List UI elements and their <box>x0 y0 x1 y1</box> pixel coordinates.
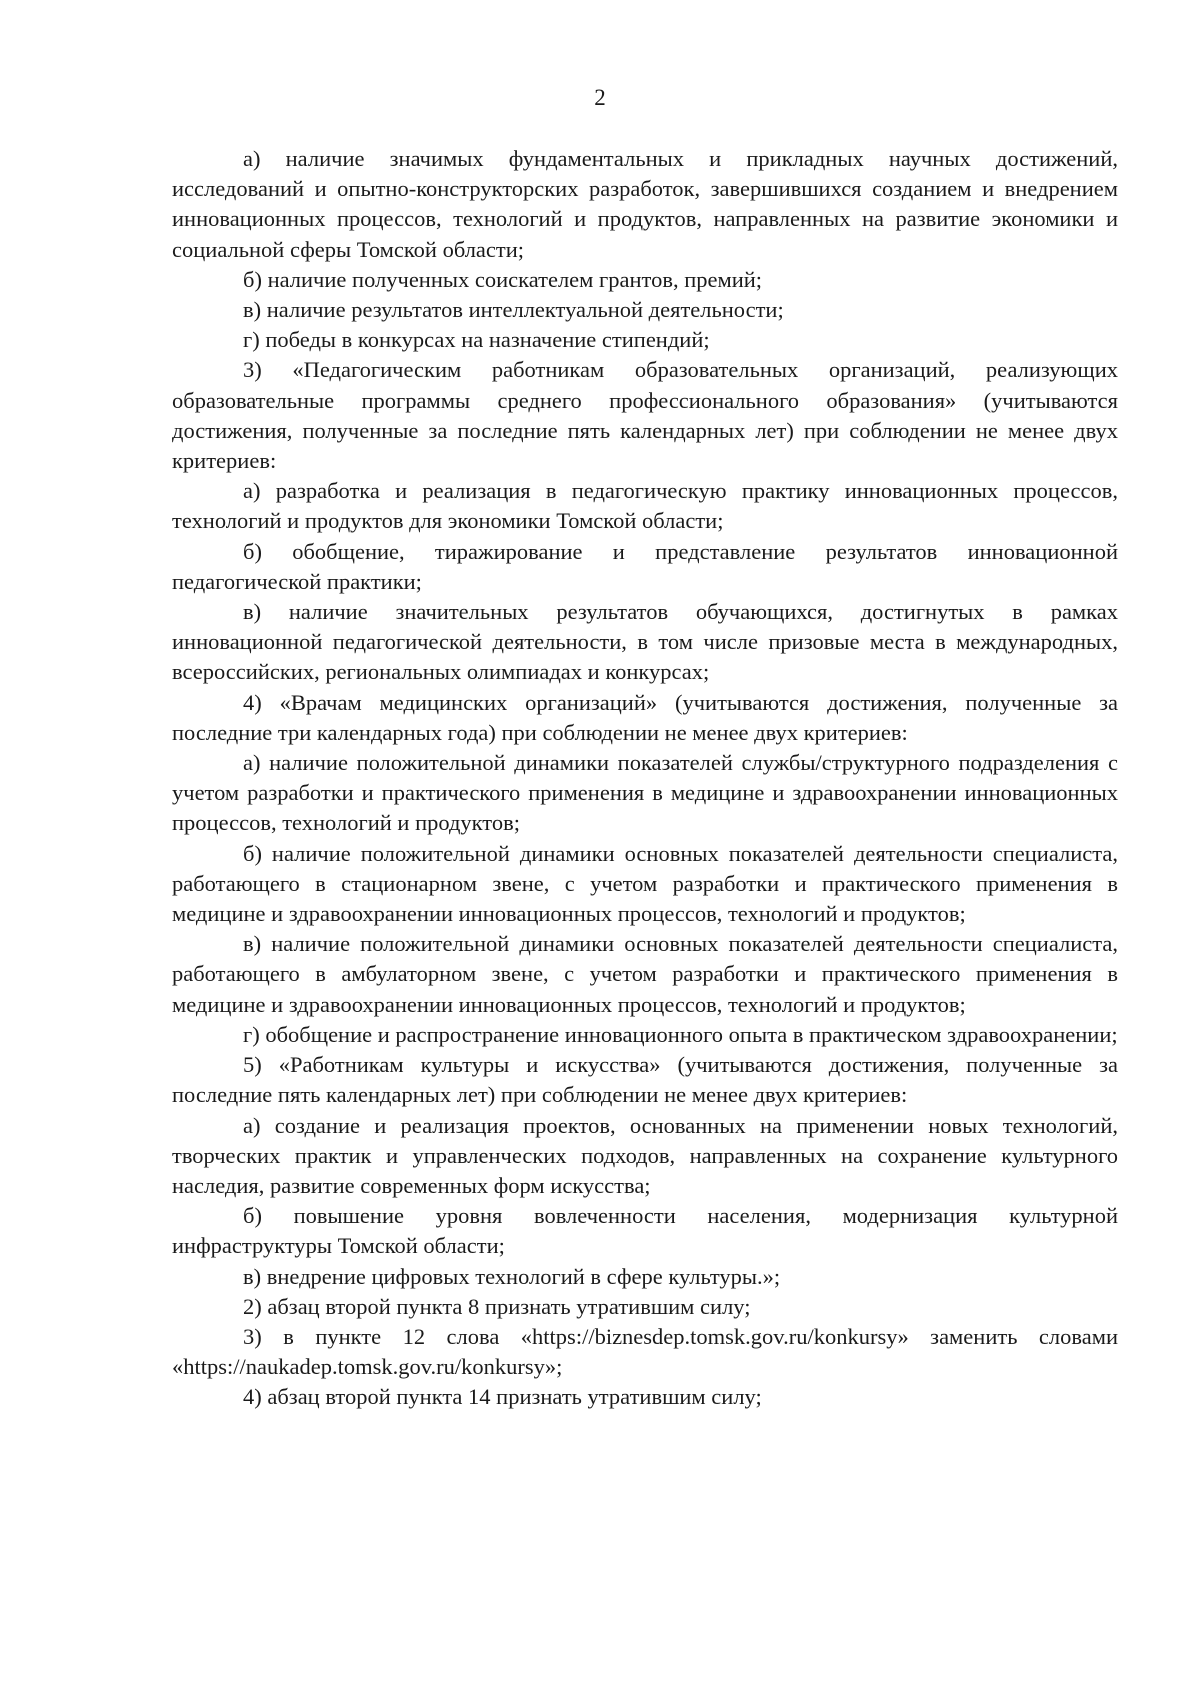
paragraph-5c: в) внедрение цифровых технологий в сфере культуры.»; <box>243 1263 781 1289</box>
paragraph-4d: г) обобщение и распространение инновационного опыта в практическом здравоохранении; <box>243 1021 1118 1047</box>
paragraph-3b: б) обобщение, тиражирование и представление результатов инновационной педагогической практики; <box>172 538 1118 594</box>
paragraph-4c: в) наличие положительной динамики основных показателей деятельности специалиста, работающего в амбулаторном звене, с учетом разработки и практического применения в медицине и здравоохранении инновационных процессов, технологий и продуктов; <box>172 931 1118 1017</box>
paragraph-3-teachers: 3) «Педагогическим работникам образовательных организаций, реализующих образовательные программы среднего профессионального образования» (учитываются достижения, полученные за последние пять календарных лет) при соблюдении не менее двух критериев: <box>172 357 1118 474</box>
paragraph-5-culture: 5) «Работникам культуры и искусства» (учитываются достижения, полученные за последние пять календарных лет) при соблюдении не менее двух критериев: <box>172 1052 1118 1108</box>
paragraph-5a: а) создание и реализация проектов, основанных на применении новых технологий, творческих практик и управленческих подходов, направленных на сохранение культурного наследия, развитие современных форм искусства; <box>172 1112 1118 1198</box>
amendment-4: 4) абзац второй пункта 14 признать утратившим силу; <box>243 1384 762 1410</box>
paragraph-4b: б) наличие положительной динамики основных показателей деятельности специалиста, работающего в стационарном звене, с учетом разработки и практического применения в медицине и здравоохранении инновационных процессов, технологий и продуктов; <box>172 840 1118 927</box>
paragraph-4a: а) наличие положительной динамики показателей службы/структурного подразделения с учетом разработки и практического применения в медицине и здравоохранении инновационных процессов, технологий и продуктов; <box>172 750 1118 836</box>
document-body <box>172 144 1118 1413</box>
paragraph-3c: в) наличие значительных результатов обучающихся, достигнутых в рамках инновационной педагогической деятельности, в том числе призовые места в международных, всероссийских, региональных олимпиадах и конкурсах; <box>172 599 1118 685</box>
amendment-3: 3) в пункте 12 слова «https://biznesdep.tomsk.gov.ru/konkursy» заменить словами «https://naukadep.tomsk.gov.ru/konkursy»; <box>172 1323 1118 1380</box>
page-number: 2 <box>594 85 606 110</box>
paragraph-1a: а) наличие значимых фундаментальных и прикладных научных достижений, исследований и опытно-конструкторских разработок, завершившихся созданием и внедрением инновационных процессов, технологий и продуктов, направленных на развитие экономики и социальной сферы Томской области; <box>172 146 1118 262</box>
paragraph-3a: а) разработка и реализация в педагогическую практику инновационных процессов, технологий и продуктов для экономики Томской области; <box>172 478 1118 534</box>
paragraph-5b: б) повышение уровня вовлеченности населения, модернизация культурной инфраструктуры Томской области; <box>172 1203 1118 1259</box>
paragraph-4-doctors: 4) «Врачам медицинских организаций» (учитываются достижения, полученные за последние три календарных года) при соблюдении не менее двух критериев: <box>172 689 1118 745</box>
paragraph-1d: г) победы в конкурсах на назначение стипендий; <box>243 327 710 353</box>
paragraph-1c: в) наличие результатов интеллектуальной деятельности; <box>243 297 784 323</box>
amendment-2: 2) абзац второй пункта 8 признать утратившим силу; <box>243 1293 751 1319</box>
paragraph-1b: б) наличие полученных соискателем грантов, премий; <box>243 266 763 292</box>
